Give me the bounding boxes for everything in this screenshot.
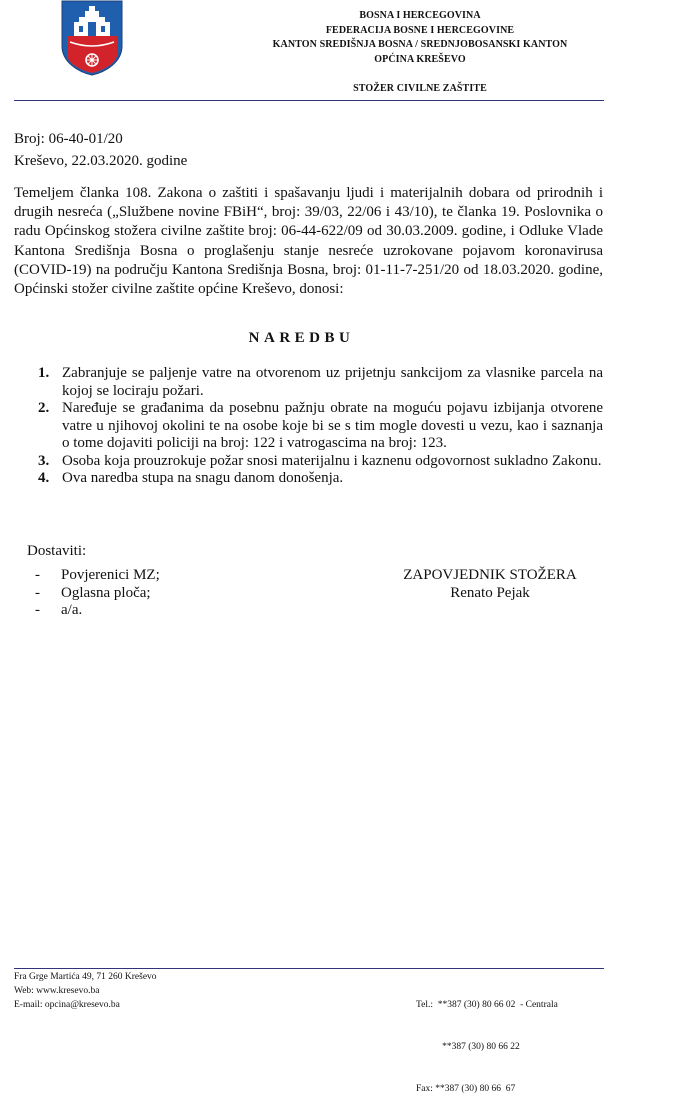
footer-fax: Fax: **387 (30) 80 66 67 [416,1084,516,1094]
recipient-dash: - [35,602,40,618]
header-canton: KANTON SREDIŠNJA BOSNA / SREDNJOBOSANSKI KANTON [272,39,568,50]
order-text: Osoba koja prouzrokuje požar snosi materijalnu i kaznenu odgovornost sukladno Zakonu. [62,452,602,469]
reference-place-date: Kreševo, 22.03.2020. godine [14,153,188,169]
order-text: Ova naredba stupa na snagu danom donošenja. [62,470,344,486]
crest-shield-icon [60,0,124,76]
letterhead [150,9,683,97]
order-item [14,453,603,471]
footer-divider [14,968,604,969]
document-title: NAREDBU [248,330,355,346]
footer-web: Web: www.kresevo.ba [14,986,100,996]
intro-paragraph: Temeljem članka 108. Zakona o zaštiti i spašavanju ljudi i materijalnih dobara od prirodnih i drugih nesreća („Službene novine FBiH“, broj: 39/03, 22/06 i 43/10), te članka 19. Poslovnika o radu Općinskog stožera civilne zaštite broj: 06-44-622/09 od 30.03.2009. godine, i Odluke Vlade Kantona Središnja Bosna o proglašenju stanje nesreće uzrokovane pojavom koronavirusa (COVID-19) na području Kantona Središnja Bosna, broj: 01-11-7-251/20 od 18.03.2020. godine, Općinski stožer civilne zaštite općine Kreševo, donosi: [14,185,603,298]
order-item [14,470,603,488]
recipient-text: Povjerenici MZ; [61,567,160,583]
recipient-item [35,567,160,585]
signer-name: Renato Pejak [450,584,530,601]
header-federation: FEDERACIJA BOSNE I HERCEGOVINE [325,24,515,36]
order-text: Zabranjuje se paljenje vatre na otvorenom uz prijetnju sankcijom za vlasnike parcela na kojoj se lociraju požari. [62,365,603,399]
header-divider [14,100,604,101]
recipient-dash: - [35,584,40,601]
municipality-crest-logo [60,0,124,76]
reference-number: Broj: 06-40-01/20 [14,131,123,147]
recipient-dash: - [35,567,40,583]
signature-block [380,567,600,602]
header-office: STOŽER CIVILNE ZAŠTITE [353,83,487,94]
order-text: Naređuje se građanima da posebnu pažnju obrate na moguću pojavu izbijanja otvorene vatre u njihovoj okolini te na osobe koje bi se s tim mogle dovesti u vezu, kao i saznanja o tome dojaviti policiji na broj: 122 i vatrogascima na broj: 123. [62,400,603,451]
distribution-list [35,567,160,620]
footer-phone-central: Tel.: **387 (30) 80 66 02 - Centrala [416,1000,558,1010]
footer-address: Fra Grge Martića 49, 71 260 Kreševo [14,972,157,982]
order-number: 4. [38,470,50,486]
recipient-text: Oglasna ploča; [61,584,151,601]
recipient-item [35,585,160,603]
order-item [14,400,603,453]
signer-role: ZAPOVJEDNIK STOŽERA [403,567,577,583]
footer-email: E-mail: opcina@kresevo.ba [14,1000,120,1010]
distribution-label: Dostaviti: [27,543,87,559]
recipient-item [35,602,160,620]
footer-contact-right [416,970,558,1110]
recipient-text: a/a. [61,602,83,618]
document-reference [14,128,187,172]
footer-phone-secondary: **387 (30) 80 66 22 [416,1042,520,1052]
header-country: BOSNA I HERCEGOVINA [359,10,481,21]
order-number: 3. [38,452,50,469]
order-number: 1. [38,365,50,381]
order-number: 2. [38,400,50,416]
orders-list [14,365,603,488]
footer-contact-left [14,970,157,1012]
header-municipality: OPĆINA KREŠEVO [374,53,466,65]
order-item [14,365,603,400]
